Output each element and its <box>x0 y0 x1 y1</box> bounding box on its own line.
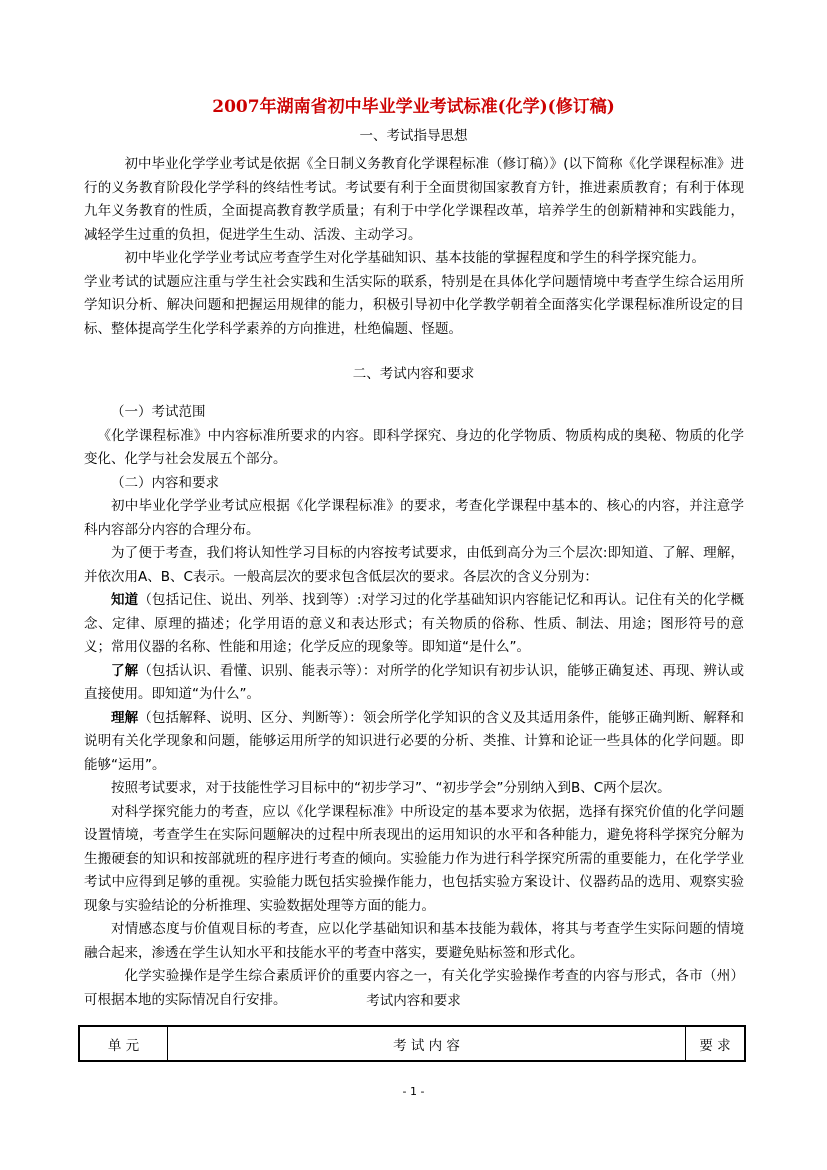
section-1-body <box>84 153 744 341</box>
requirements-paragraph-f: 化学实验操作是学生综合素质评价的重要内容之一，有关化学实验操作考查的内容与形式，各市（州）可根据本地的实际情况自行安排。 <box>84 968 744 1008</box>
level-comprehend-term: 理解 <box>111 709 139 726</box>
table-header-unit: 单 元 <box>80 1027 168 1060</box>
level-comprehend-paragraph <box>84 707 744 778</box>
level-know-paragraph <box>84 589 744 660</box>
section-1-paragraph-3: 学业考试的试题应注重与学生社会实践和生活实际的联系，特别是在具体化学问题情境中考查学生综合运用所学知识分析、解决问题和把握运用规律的能力，积极引导初中化学教学朝着全面落实化学课程标准所设定的目标、整体提高学生化学科学素养的方向推进，杜绝偏题、怪题。 <box>84 273 744 337</box>
section-1-paragraph-1: 初中毕业化学学业考试是依据《全日制义务教育化学课程标准（修订稿）》(以下简称《化学课程标准》进行的义务教育阶段化学学科的终结性考试。考试要有利于全面贯彻国家教育方针，推进素质教育；有利于体现九年义务教育的性质，全面提高教育教学质量；有利于中学化学课程改革，培养学生的创新精神和实践能力，减轻学生过重的负担，促进学生生动、活泼、主动学习。 <box>84 156 745 243</box>
level-know-text: （包括记住、说出、列举、找到等）:对学习过的化学基础知识内容能记忆和再认。记住有关的化学概念、定律、原理的描述；化学用语的意义和表达形式；有关物质的俗称、性质、制法、用途；图形符号的意义；常用仪器的名称、性能和用途；化学反应的现象等。即知道“是什么”。 <box>84 592 744 655</box>
table-title: 考试内容和要求 <box>366 993 461 1009</box>
section-1-paragraph-2: 初中毕业化学学业考试应考查学生对化学基础知识、基本技能的掌握程度和学生的科学探究能力。 <box>124 250 705 266</box>
section-1-heading: 一、考试指导思想 <box>359 128 468 144</box>
section-2-body <box>84 401 744 1012</box>
subsection-1-text: 《化学课程标准》中内容标准所要求的内容。即科学探究、身边的化学物质、物质构成的奥秘、物质的化学变化、化学与社会发展五个部分。 <box>84 427 744 467</box>
table-header-requirement: 要 求 <box>699 1037 731 1054</box>
requirements-paragraph-d: 对科学探究能力的考查，应以《化学课程标准》中所设定的基本要求为依据，选择有探究价值的化学问题设置情境，考查学生在实际问题解决的过程中所表现出的运用知识的水平和各种能力，避免将科学探究分解为生搬硬套的知识和按部就班的程序进行考查的倾向。实验能力作为进行科学探究所需的重要能力，在化学学业考试中应得到足够的重视。实验能力既包括实验操作能力，也包括实验方案设计、仪器药品的选用、观察实验现象与实验结论的分析推理、实验数据处理等方面的能力。 <box>84 803 744 914</box>
subsection-2-heading: （二）内容和要求 <box>111 474 219 491</box>
requirements-paragraph-a: 初中毕业化学学业考试应根据《化学课程标准》的要求，考查化学课程中基本的、核心的内容，并注意学科内容部分内容的合理分布。 <box>84 498 744 538</box>
level-comprehend-text: （包括解释、说明、区分、判断等）：领会所学化学知识的含义及其适用条件，能够正确判断、解释和说明有关化学现象和问题，能够运用所学的知识进行必要的分析、类推、计算和论证一些具体的化学问题。即能够“运用”。 <box>84 709 745 773</box>
section-2-heading: 二、考试内容和要求 <box>352 366 475 382</box>
requirements-paragraph-b: 为了便于考查，我们将认知性学习目标的内容按考试要求，由低到高分为三个层次:即知道、了解、理解，并依次用A、B、C表示。一般高层次的要求包含低层次的要求。各层次的含义分别为： <box>84 545 744 585</box>
document-title: 2007年湖南省初中毕业学业考试标准(化学)(修订稿) <box>212 97 615 117</box>
requirements-paragraph-c: 按照考试要求，对于技能性学习目标中的“初步学习”、“初步学会”分别纳入到B、C两个层次。 <box>111 780 671 796</box>
level-know-term: 知道 <box>111 592 139 608</box>
table-header-content: 考 试 内 容 <box>168 1027 686 1060</box>
level-understand-term: 了解 <box>111 662 139 679</box>
level-understand-paragraph <box>84 660 744 707</box>
subsection-1-heading: （一）考试范围 <box>111 404 206 420</box>
content-requirements-table <box>78 1025 746 1062</box>
requirements-paragraph-e: 对情感态度与价值观目标的考查，应以化学基础知识和基本技能为载体，将其与考查学生实际问题的情境融合起来，渗透在学生认知水平和技能水平的考查中落实，要避免贴标签和形式化。 <box>84 921 744 961</box>
level-understand-text: （包括认识、看懂、识别、能表示等）：对所学的化学知识有初步认识，能够正确复述、再现、辨认或直接使用。即知道“为什么”。 <box>84 662 745 702</box>
page-number: - 1 - <box>402 1085 425 1098</box>
